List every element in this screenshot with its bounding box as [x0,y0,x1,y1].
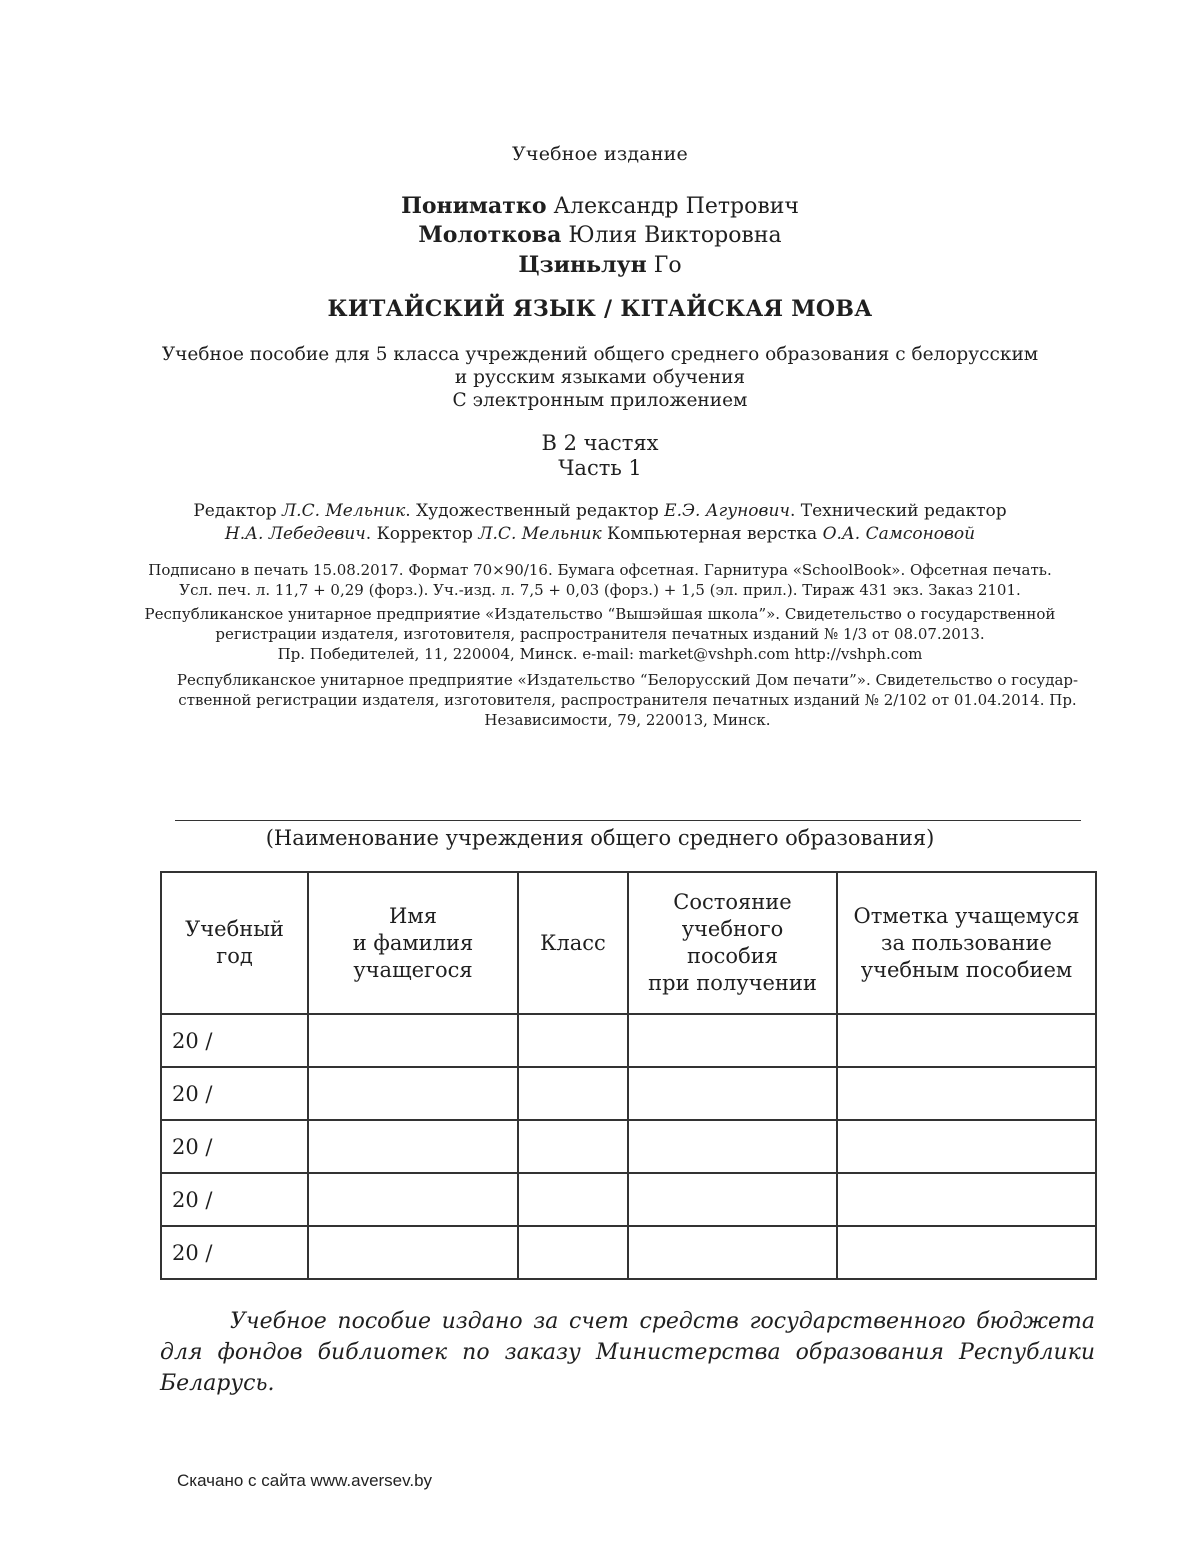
author-given-name: Александр Петрович [553,194,799,219]
column-header-year: Учебный год [161,872,308,1014]
table-row [161,1014,1096,1067]
year-cell: 20 / [161,1067,308,1120]
print-line: Усл. печ. л. 11,7 + 0,29 (форз.). Уч.-изд. л. 7,5 + 0,03 (форз.) + 1,5 (эл. прил.). Тираж 431 экз. Заказ 2101. [179,581,1021,599]
student-name-cell [308,1014,518,1067]
author-surname: Молоткова [418,222,562,248]
corrector-name: Л.С. Мельник [478,524,602,544]
table-row [161,1067,1096,1120]
condition-cell [628,1067,837,1120]
publisher-line: Пр. Победителей, 11, 220004, Минск. e-mail: market@vshph.com http://vshph.com [277,645,923,663]
table-row [161,1226,1096,1279]
condition-cell [628,1014,837,1067]
parts-count: В 2 частях [541,431,659,455]
author-3 [0,251,1200,280]
institution-caption: (Наименование учреждения общего среднего образования) [265,826,935,850]
class-cell [518,1014,628,1067]
mark-cell [837,1226,1096,1279]
mark-cell [837,1173,1096,1226]
print-details [0,560,1200,600]
year-cell: 20 / [161,1173,308,1226]
author-surname: Цзиньлун [518,252,647,278]
funding-note [160,1306,1095,1399]
source-watermark-text: Скачано с сайта www.aversev.by [177,1471,433,1490]
printer-line: ственной регистрации издателя, изготовителя, распространителя печатных изданий № 2/102 от 01.04.2014. Пр. [178,691,1077,709]
printer-line: Независимости, 79, 220013, Минск. [484,711,771,729]
book-subtitle [0,343,1200,412]
class-cell [518,1226,628,1279]
art-editor-label: Художественный редактор [416,501,659,521]
year-cell: 20 / [161,1014,308,1067]
layout-name: О.А. Самсоновой [822,524,976,544]
edition-type: Учебное издание [512,143,688,165]
author-given-name: Юлия Викторовна [568,223,782,248]
art-editor-name: Е.Э. Агунович [664,501,790,521]
printer-details [155,670,1100,730]
tech-editor-label: Технический редактор [800,501,1007,521]
class-cell [518,1120,628,1173]
publisher-details [0,604,1200,664]
print-line: Подписано в печать 15.08.2017. Формат 70×90/16. Бумага офсетная. Гарнитура «SchoolBook». Офсетная печать. [148,561,1052,579]
column-header-condition: Состояние учебного пособия при получении [628,872,837,1014]
publisher-line: Республиканское унитарное предприятие «Издательство “Вышэйшая школа”». Свидетельство о государственной [144,605,1056,623]
student-name-cell [308,1067,518,1120]
condition-cell [628,1120,837,1173]
student-name-cell [308,1226,518,1279]
corrector-label: Корректор [376,524,473,544]
textbook-usage-table [160,871,1097,1280]
part-number: Часть 1 [558,456,642,480]
editor-label: Редактор [193,501,277,521]
layout-label: Компьютерная верстка [607,524,818,544]
column-header-class: Класс [518,872,628,1014]
book-title: КИТАЙСКИЙ ЯЗЫК / КІТАЙСКАЯ МОВА [327,296,873,322]
condition-cell [628,1173,837,1226]
mark-cell [837,1067,1096,1120]
author-given-name: Го [653,253,682,278]
mark-cell [837,1120,1096,1173]
column-header-student-name: Имя и фамилия учащегося [308,872,518,1014]
class-cell [518,1067,628,1120]
class-cell [518,1173,628,1226]
table-row [161,1173,1096,1226]
funding-note-text: Учебное пособие издано за счет средств государственного бюджета для фондов библиотек по заказу Министерства образования Республики Беларусь. [160,1309,1095,1396]
institution-name-line [175,820,1081,821]
author-surname: Пониматко [401,193,547,219]
student-name-cell [308,1120,518,1173]
printer-line: Республиканское унитарное предприятие «Издательство “Белорусский Дом печати”». Свидетельство о государ- [176,671,1079,689]
tech-editor-name: Н.А. Лебедевич [224,524,366,544]
column-header-mark: Отметка учащемуся за пользование учебным пособием [837,872,1096,1014]
publisher-line: регистрации издателя, изготовителя, распространителя печатных изданий № 1/3 от 08.07.2013. [215,625,985,643]
subtitle-line: Учебное пособие для 5 класса учреждений общего среднего образования с белорусским [161,344,1039,365]
subtitle-line: С электронным приложением [452,390,748,411]
subtitle-line: и русским языками обучения [454,367,746,388]
editor-name: Л.С. Мельник [282,501,406,521]
mark-cell [837,1014,1096,1067]
editorial-credits [0,500,1200,546]
author-1 [0,192,1200,221]
year-cell: 20 / [161,1120,308,1173]
volume-info [0,431,1200,481]
credits-line: Н.А. Лебедевич. Корректор Л.С. Мельник Компьютерная верстка О.А. Самсоновой [224,524,976,544]
credits-line: Редактор Л.С. Мельник. Художественный редактор Е.Э. Агунович. Технический редактор [193,501,1007,521]
student-name-cell [308,1173,518,1226]
table-header-row [161,872,1096,1014]
author-2 [0,221,1200,250]
condition-cell [628,1226,837,1279]
table-row [161,1120,1096,1173]
year-cell: 20 / [161,1226,308,1279]
